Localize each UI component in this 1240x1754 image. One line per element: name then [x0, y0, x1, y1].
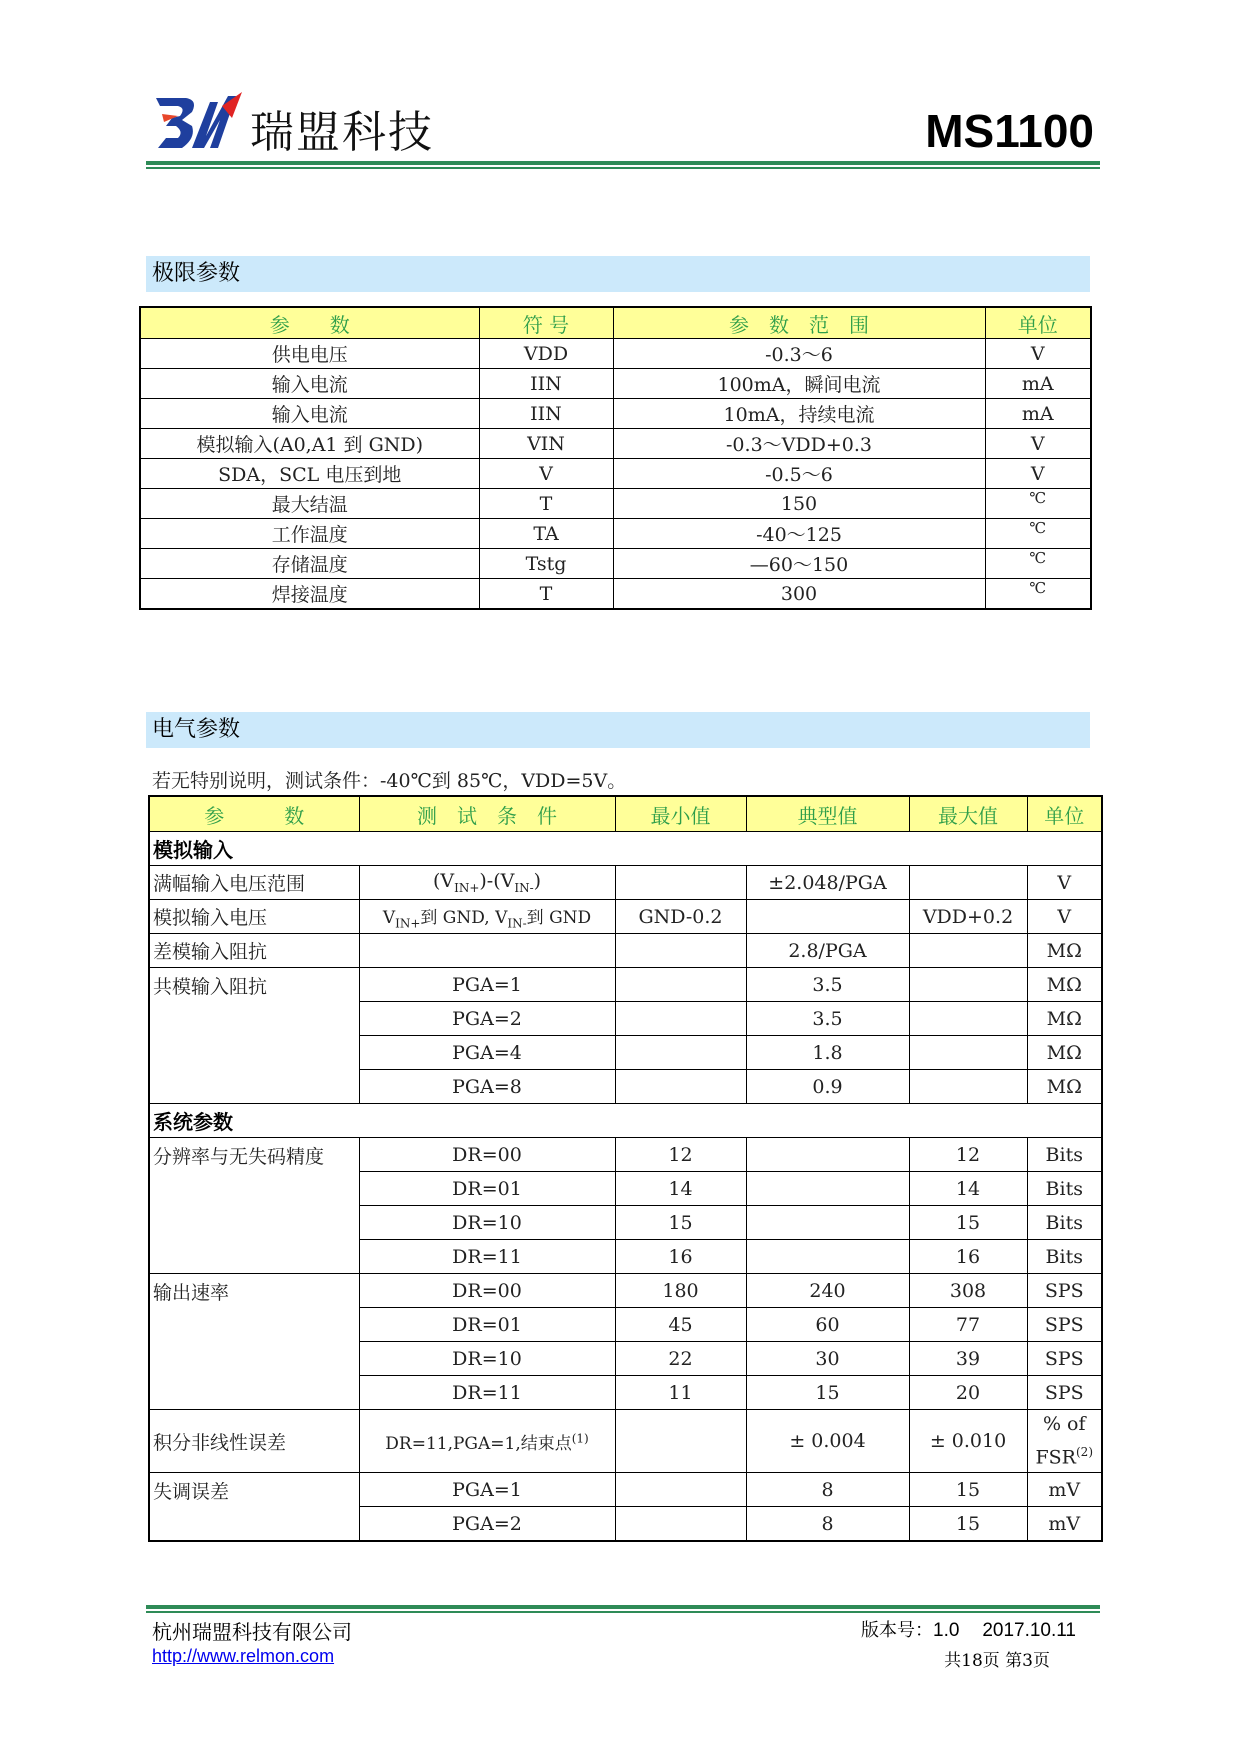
header-rule: [146, 161, 1100, 165]
max-cell: 39: [909, 1342, 1027, 1376]
table-row: [140, 489, 1091, 519]
unit-cell: ℃: [985, 519, 1091, 549]
param-cell: 模拟输入电压: [149, 900, 359, 934]
max-cell: 77: [909, 1308, 1027, 1342]
condition-cell: DR=10: [359, 1206, 615, 1240]
param-cell: 输入电流: [140, 399, 479, 429]
symbol-cell: Tstg: [479, 549, 613, 579]
min-cell: 16: [615, 1240, 746, 1274]
page-indicator: 共18页 第3页: [944, 1651, 1050, 1671]
condition-cell: DR=11,PGA=1,结束点$^{(1)}$: [359, 1410, 615, 1473]
header-rule-thin: [146, 167, 1100, 169]
max-cell: 14: [909, 1172, 1027, 1206]
table-header-row: [149, 796, 1102, 832]
max-cell: ± 0.010: [909, 1410, 1027, 1473]
col-condition: 测 试 条 件: [359, 796, 615, 832]
param-cell: 模拟输入(A0,A1 到 GND): [140, 429, 479, 459]
symbol-cell: V: [479, 459, 613, 489]
max-cell: 308: [909, 1274, 1027, 1308]
symbol-cell: T: [479, 489, 613, 519]
min-cell: [615, 934, 746, 968]
typ-cell: 8: [746, 1473, 909, 1507]
condition-cell: DR=01: [359, 1308, 615, 1342]
min-cell: 11: [615, 1376, 746, 1410]
group-label: 模拟输入: [149, 832, 1102, 866]
company-logo: [152, 92, 244, 154]
min-cell: 180: [615, 1274, 746, 1308]
unit-cell: V: [1027, 900, 1102, 934]
condition-cell: DR=11: [359, 1240, 615, 1274]
min-cell: [615, 1410, 746, 1473]
range-cell: -40～125: [613, 519, 985, 549]
model-number: MS1100: [925, 105, 1094, 157]
table-row: [149, 1138, 1102, 1172]
typ-cell: [746, 1240, 909, 1274]
symbol-cell: VDD: [479, 339, 613, 369]
table-row: [140, 519, 1091, 549]
range-cell: 300: [613, 579, 985, 610]
param-cell: SDA，SCL 电压到地: [140, 459, 479, 489]
max-cell: [909, 1036, 1027, 1070]
typ-cell: 15: [746, 1376, 909, 1410]
table-row: [140, 369, 1091, 399]
col-range: 参 数 范 围: [613, 307, 985, 339]
group-row-analog-input: [149, 832, 1102, 866]
condition-cell: DR=00: [359, 1274, 615, 1308]
unit-cell: MΩ: [1027, 1002, 1102, 1036]
param-cell: 存储温度: [140, 549, 479, 579]
min-cell: 14: [615, 1172, 746, 1206]
min-cell: [615, 1507, 746, 1542]
min-cell: [615, 1002, 746, 1036]
symbol-cell: IIN: [479, 369, 613, 399]
max-cell: [909, 1070, 1027, 1104]
max-cell: 20: [909, 1376, 1027, 1410]
min-cell: [615, 866, 746, 900]
typ-cell: 8: [746, 1507, 909, 1542]
group-label: 系统参数: [149, 1104, 1102, 1138]
unit-cell: mV: [1027, 1507, 1102, 1542]
col-min: 最小值: [615, 796, 746, 832]
typ-cell: 30: [746, 1342, 909, 1376]
min-cell: [615, 968, 746, 1002]
unit-cell: ℃: [985, 549, 1091, 579]
param-cell: 失调误差: [149, 1473, 359, 1542]
unit-cell: mA: [985, 399, 1091, 429]
max-cell: VDD+0.2: [909, 900, 1027, 934]
condition-cell: [359, 934, 615, 968]
test-condition-note: 若无特别说明，测试条件：-40℃到 85℃，VDD=5V。: [152, 770, 627, 792]
param-cell: 差模输入阻抗: [149, 934, 359, 968]
param-cell: 分辨率与无失码精度: [149, 1138, 359, 1274]
footer-rule: [146, 1605, 1100, 1609]
param-cell: 焊接温度: [140, 579, 479, 610]
symbol-cell: IIN: [479, 399, 613, 429]
max-cell: 15: [909, 1473, 1027, 1507]
table-header-row: [140, 307, 1091, 339]
company-name: 杭州瑞盟科技有限公司: [152, 1620, 352, 1644]
table-row: [149, 968, 1102, 1002]
unit-cell: V: [985, 429, 1091, 459]
param-cell: 输出速率: [149, 1274, 359, 1410]
unit-cell: ℃: [985, 489, 1091, 519]
max-cell: [909, 1002, 1027, 1036]
typ-cell: [746, 900, 909, 934]
unit-cell: V: [1027, 866, 1102, 900]
unit-cell: % of FSR$^{(2)}$: [1027, 1410, 1102, 1473]
unit-cell: SPS: [1027, 1376, 1102, 1410]
condition-cell: PGA=8: [359, 1070, 615, 1104]
unit-cell: MΩ: [1027, 934, 1102, 968]
unit-cell: mV: [1027, 1473, 1102, 1507]
table-row: [149, 1410, 1102, 1473]
typ-cell: 3.5: [746, 968, 909, 1002]
unit-cell: Bits: [1027, 1206, 1102, 1240]
table-row: [149, 900, 1102, 934]
max-cell: 15: [909, 1206, 1027, 1240]
condition-cell: $V_{IN+}$到 GND, $V_{IN-}$到 GND: [359, 900, 615, 934]
param-cell: 输入电流: [140, 369, 479, 399]
max-cell: [909, 934, 1027, 968]
unit-cell: MΩ: [1027, 1070, 1102, 1104]
condition-cell: PGA=1: [359, 968, 615, 1002]
condition-cell: $(V_{IN+})-(V_{IN-})$: [359, 866, 615, 900]
version-number: 1.0: [933, 1620, 960, 1641]
unit-cell: MΩ: [1027, 1036, 1102, 1070]
typ-cell: [746, 1206, 909, 1240]
param-cell: 工作温度: [140, 519, 479, 549]
typ-cell: 0.9: [746, 1070, 909, 1104]
range-cell: -0.3～VDD+0.3: [613, 429, 985, 459]
max-cell: 15: [909, 1507, 1027, 1542]
footer-rule-thin: [146, 1611, 1100, 1613]
condition-cell: PGA=4: [359, 1036, 615, 1070]
range-cell: 100mA，瞬间电流: [613, 369, 985, 399]
unit-cell: Bits: [1027, 1138, 1102, 1172]
col-unit: 单位: [1027, 796, 1102, 832]
max-cell: [909, 866, 1027, 900]
table-row: [149, 866, 1102, 900]
unit-cell: MΩ: [1027, 968, 1102, 1002]
unit-cell: SPS: [1027, 1274, 1102, 1308]
min-cell: 45: [615, 1308, 746, 1342]
version-info: [861, 1616, 1076, 1642]
unit-cell: Bits: [1027, 1240, 1102, 1274]
range-cell: 10mA，持续电流: [613, 399, 985, 429]
range-cell: -0.5～6: [613, 459, 985, 489]
min-cell: 15: [615, 1206, 746, 1240]
symbol-cell: VIN: [479, 429, 613, 459]
min-cell: 22: [615, 1342, 746, 1376]
min-cell: GND-0.2: [615, 900, 746, 934]
range-cell: —60～150: [613, 549, 985, 579]
table-row: [140, 339, 1091, 369]
table-row: [140, 579, 1091, 610]
typ-cell: [746, 1172, 909, 1206]
unit-cell: SPS: [1027, 1308, 1102, 1342]
col-param: 参 数: [149, 796, 359, 832]
condition-cell: DR=00: [359, 1138, 615, 1172]
section-title-absolute-max: 极限参数: [146, 256, 1090, 292]
param-cell: 最大结温: [140, 489, 479, 519]
min-cell: [615, 1036, 746, 1070]
typ-cell: 60: [746, 1308, 909, 1342]
range-cell: 150: [613, 489, 985, 519]
table-row: [140, 459, 1091, 489]
version-label: 版本号：: [861, 1620, 933, 1641]
max-cell: 12: [909, 1138, 1027, 1172]
table-row: [149, 1274, 1102, 1308]
table-row: [140, 549, 1091, 579]
table-row: [140, 429, 1091, 459]
typ-cell: 2.8/PGA: [746, 934, 909, 968]
brand-name: 瑞盟科技: [250, 107, 434, 158]
section-title-electrical: 电气参数: [146, 712, 1090, 748]
condition-cell: DR=11: [359, 1376, 615, 1410]
symbol-cell: TA: [479, 519, 613, 549]
typ-cell: ±2.048/PGA: [746, 866, 909, 900]
condition-cell: PGA=1: [359, 1473, 615, 1507]
typ-cell: 240: [746, 1274, 909, 1308]
unit-cell: ℃: [985, 579, 1091, 610]
typ-cell: 1.8: [746, 1036, 909, 1070]
table-row: [149, 1473, 1102, 1507]
condition-cell: DR=10: [359, 1342, 615, 1376]
symbol-cell: T: [479, 579, 613, 610]
col-typ: 典型值: [746, 796, 909, 832]
condition-cell: DR=01: [359, 1172, 615, 1206]
absolute-max-table: [139, 306, 1092, 610]
param-cell: 供电电压: [140, 339, 479, 369]
col-max: 最大值: [909, 796, 1027, 832]
col-param: 参 数: [140, 307, 479, 339]
param-cell: 满幅输入电压范围: [149, 866, 359, 900]
min-cell: 12: [615, 1138, 746, 1172]
unit-cell: V: [985, 339, 1091, 369]
col-unit: 单位: [985, 307, 1091, 339]
param-cell: 共模输入阻抗: [149, 968, 359, 1104]
max-cell: 16: [909, 1240, 1027, 1274]
condition-cell: PGA=2: [359, 1507, 615, 1542]
table-row: [149, 934, 1102, 968]
unit-cell: V: [985, 459, 1091, 489]
min-cell: [615, 1473, 746, 1507]
max-cell: [909, 968, 1027, 1002]
unit-cell: SPS: [1027, 1342, 1102, 1376]
typ-cell: 3.5: [746, 1002, 909, 1036]
typ-cell: ± 0.004: [746, 1410, 909, 1473]
condition-cell: PGA=2: [359, 1002, 615, 1036]
table-row: [140, 399, 1091, 429]
col-symbol: 符 号: [479, 307, 613, 339]
min-cell: [615, 1070, 746, 1104]
website-link[interactable]: http://www.relmon.com: [152, 1646, 335, 1666]
release-date: 2017.10.11: [982, 1620, 1076, 1641]
range-cell: -0.3～6: [613, 339, 985, 369]
unit-cell: mA: [985, 369, 1091, 399]
unit-cell: Bits: [1027, 1172, 1102, 1206]
typ-cell: [746, 1138, 909, 1172]
group-row-system: [149, 1104, 1102, 1138]
electrical-table: [148, 795, 1103, 1542]
param-cell: 积分非线性误差: [149, 1410, 359, 1473]
